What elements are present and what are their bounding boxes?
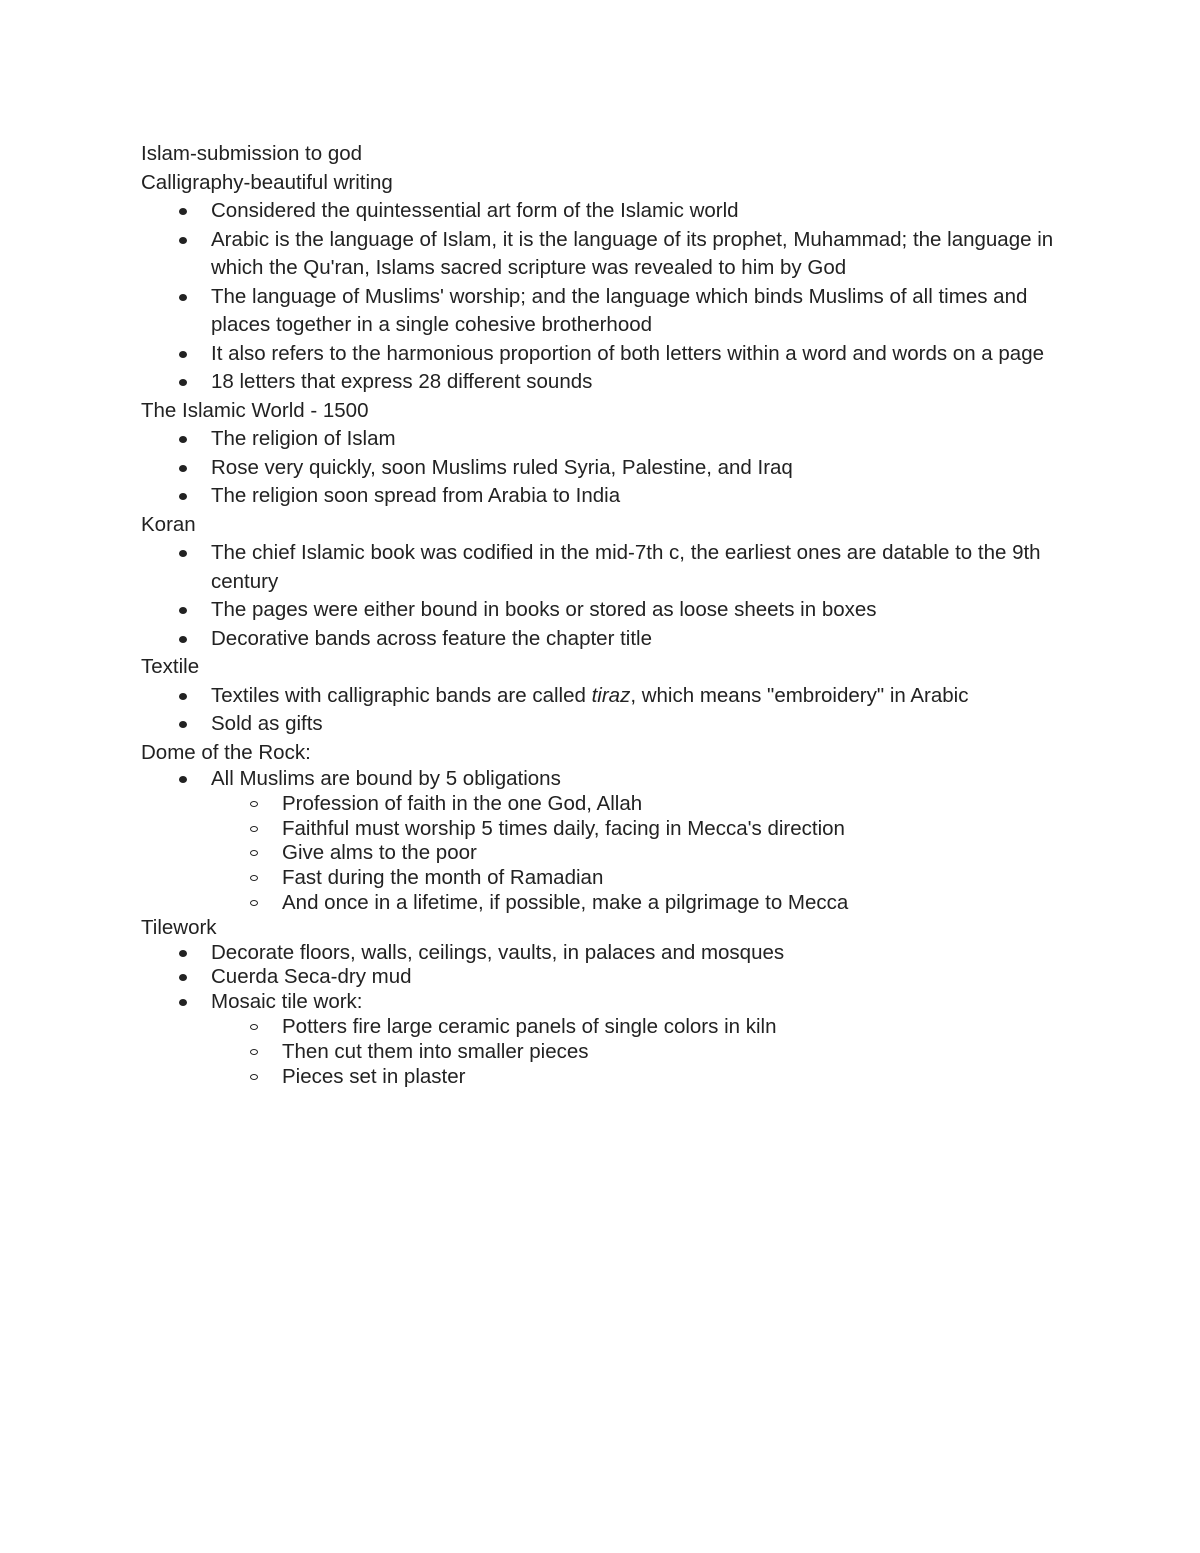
sub-list-item: Potters fire large ceramic panels of single colors in kiln [141, 1015, 1061, 1040]
heading-islam: Islam-submission to god [141, 142, 363, 165]
list-item: The chief Islamic book was codified in the mid-7th c, the earliest ones are datable to the 9th century [141, 539, 1061, 596]
heading-calligraphy: Calligraphy-beautiful writing [141, 170, 393, 194]
list-item: The pages were either bound in books or stored as loose sheets in boxes [141, 596, 1061, 625]
heading-dome-of-the-rock: Dome of the Rock: [141, 740, 311, 764]
list-item: Decorative bands across feature the chapter title [141, 625, 1061, 654]
sub-list-item: Profession of faith in the one God, Allah [141, 792, 1061, 817]
sub-list-item: Faithful must worship 5 times daily, facing in Mecca's direction [141, 817, 1061, 842]
list-item: Cuerda Seca-dry mud [141, 965, 1061, 990]
list-item: Rose very quickly, soon Muslims ruled Syria, Palestine, and Iraq [141, 454, 1061, 483]
italic-term: tiraz [591, 683, 631, 707]
sub-list-item: Pieces set in plaster [141, 1065, 1061, 1090]
list-item: 18 letters that express 28 different sounds [141, 368, 1061, 397]
text-run: Textiles with calligraphic bands are called [211, 683, 592, 707]
list-item: All Muslims are bound by 5 obligations [141, 767, 1061, 792]
sub-list-item: Fast during the month of Ramadian [141, 866, 1061, 891]
list-item: Mosaic tile work: [141, 990, 1061, 1015]
sub-list-item: Then cut them into smaller pieces [141, 1040, 1061, 1065]
list-item: Arabic is the language of Islam, it is the language of its prophet, Muhammad; the language in which the Qu'ran, Islams sacred scripture was revealed to him by God [141, 226, 1061, 283]
heading-islamic-world: The Islamic World - 1500 [141, 398, 369, 422]
sub-list-item: And once in a lifetime, if possible, make a pilgrimage to Mecca [141, 891, 1061, 916]
list-item: Sold as gifts [141, 710, 1061, 739]
heading-koran: Koran [141, 512, 196, 536]
list-item: Decorate floors, walls, ceilings, vaults, in palaces and mosques [141, 941, 1061, 966]
heading-textile: Textile [141, 655, 200, 678]
document-page [141, 140, 1061, 1089]
heading-tilework: Tilework [141, 915, 217, 939]
list-item: Considered the quintessential art form of the Islamic world [141, 197, 1061, 226]
list-item: It also refers to the harmonious proportion of both letters within a word and words on a page [141, 340, 1061, 369]
list-item: The language of Muslims' worship; and the language which binds Muslims of all times and places together in a single cohesive brotherhood [141, 283, 1061, 340]
sub-list-item: Give alms to the poor [141, 841, 1061, 866]
list-item: The religion of Islam [141, 425, 1061, 454]
text-run: , which means "embroidery" in Arabic [630, 683, 969, 707]
list-item [141, 682, 1061, 711]
list-item: The religion soon spread from Arabia to India [141, 482, 1061, 511]
